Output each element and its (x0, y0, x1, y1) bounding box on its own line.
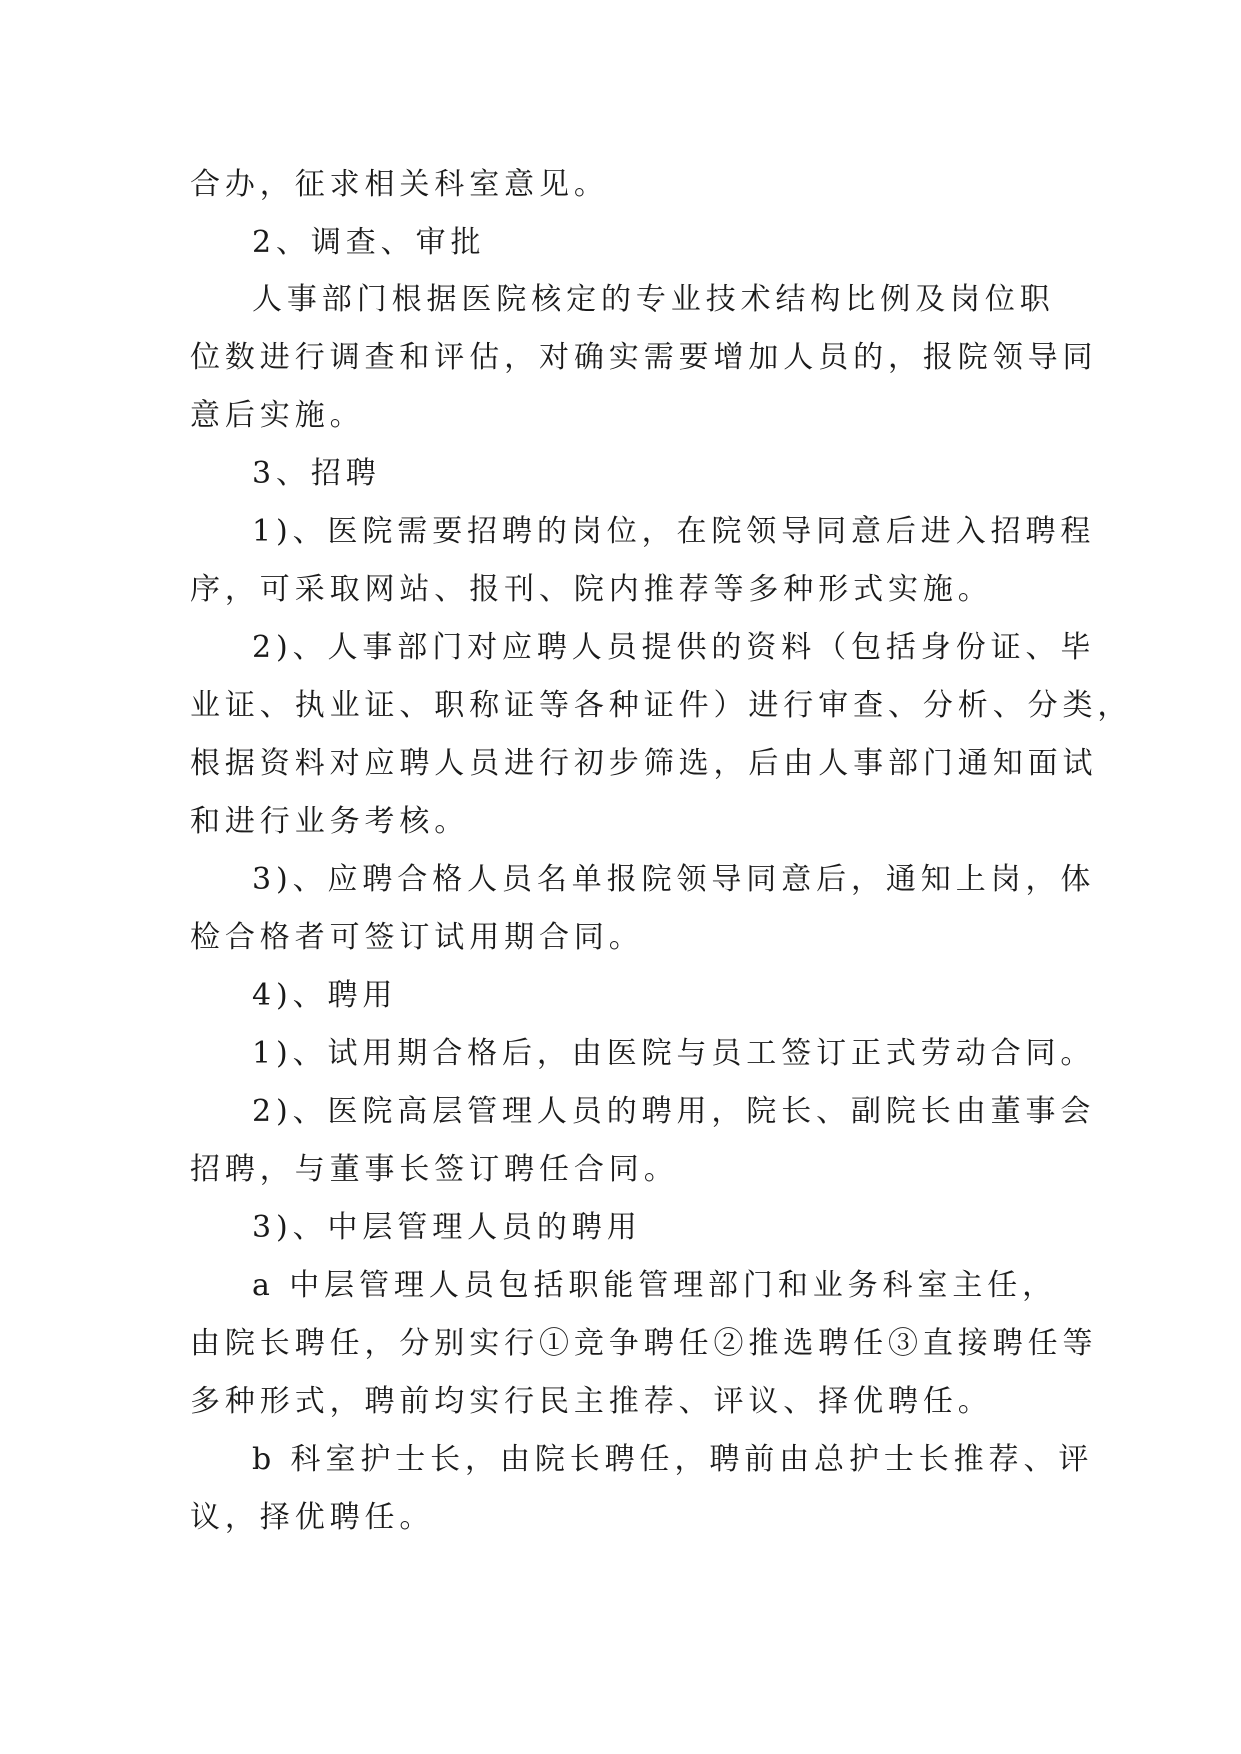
text-line: 位数进行调查和评估，对确实需要增加人员的，报院领导同 (190, 340, 1098, 375)
text-line: 检合格者可签订试用期合同。 (190, 920, 644, 955)
text-line: 3)、应聘合格人员名单报院领导同意后，通知上岗，体 (252, 862, 1096, 897)
section-heading: 3、招聘 (252, 456, 381, 491)
text-line: 序，可采取网站、报刊、院内推荐等多种形式实施。 (190, 572, 993, 607)
text-line: 多种形式，聘前均实行民主推荐、评议、择优聘任。 (190, 1384, 993, 1419)
text-line: 合办，征求相关科室意见。 (190, 167, 609, 202)
text-line: 意后实施。 (190, 398, 365, 433)
text-line: 招聘，与董事长签订聘任合同。 (190, 1152, 679, 1187)
text-line: 由院长聘任，分别实行①竞争聘任②推选聘任③直接聘任等 (190, 1326, 1098, 1361)
text-line: 业证、执业证、职称证等各种证件）进行审查、分析、分类， (190, 688, 1133, 723)
text-line: 人事部门根据医院核定的专业技术结构比例及岗位职 (252, 282, 1055, 317)
section-heading: 3)、中层管理人员的聘用 (252, 1210, 642, 1245)
text-line: 1)、试用期合格后，由医院与员工签订正式劳动合同。 (252, 1036, 1096, 1071)
text-line: 议，择优聘任。 (190, 1500, 435, 1535)
text-line: 2)、医院高层管理人员的聘用，院长、副院长由董事会 (252, 1094, 1096, 1129)
section-heading: 2、调查、审批 (252, 225, 486, 260)
text-line: 2)、人事部门对应聘人员提供的资料（包括身份证、毕 (252, 630, 1096, 665)
section-heading: 4)、聘用 (252, 978, 398, 1013)
text-line: 根据资料对应聘人员进行初步筛选，后由人事部门通知面试 (190, 746, 1098, 781)
text-line: b 科室护士长，由院长聘任，聘前由总护士长推荐、评 (252, 1442, 1094, 1477)
text-line: 和进行业务考核。 (190, 804, 470, 839)
text-line: a 中层管理人员包括职能管理部门和业务科室主任， (252, 1268, 1058, 1303)
text-line: 1)、医院需要招聘的岗位，在院领导同意后进入招聘程 (252, 514, 1096, 549)
